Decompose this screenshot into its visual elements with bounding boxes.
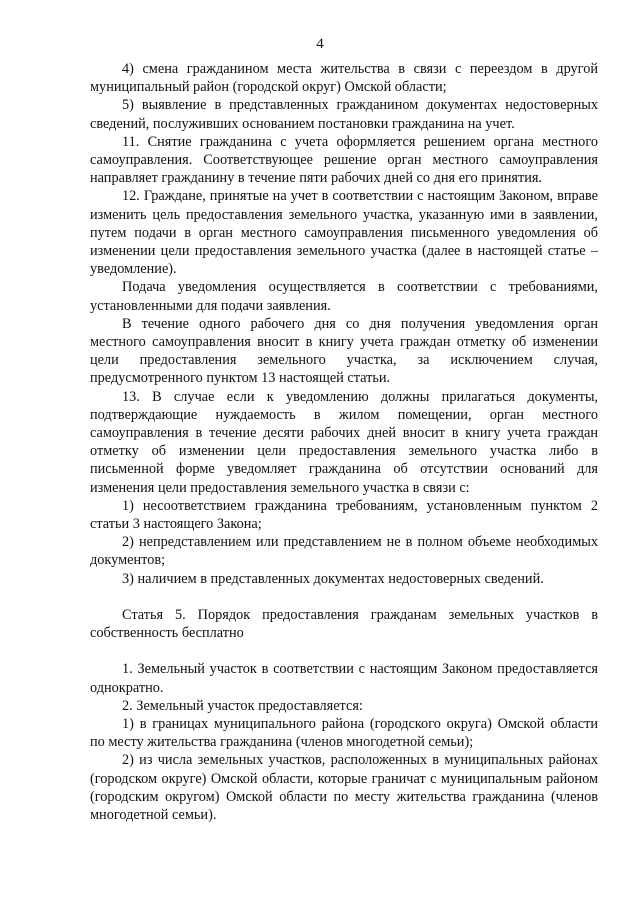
paragraph-reason-2: 2) непредставлением или представлением не в полном объеме необходимых документов; xyxy=(90,534,598,569)
paragraph-clause-11: 11. Снятие гражданина с учета оформляется решением органа местного самоуправления. Соответствующее решение орган местного самоуправления направляет гражданину в течение пяти рабочих дней со дня его принятия. xyxy=(90,133,598,187)
spacer xyxy=(90,588,598,606)
paragraph-notice-submission: Подача уведомления осуществляется в соответствии с требованиями, установленными для подачи заявления. xyxy=(90,279,598,314)
paragraph-item-4: 4) смена гражданином места жительства в связи с переездом в другой муниципальный район (городской округ) Омской области; xyxy=(90,61,598,96)
article-heading: Статья 5. Порядок предоставления гражданам земельных участков в собственность бесплатно xyxy=(90,606,598,642)
paragraph-reason-3: 3) наличием в представленных документах недостоверных сведений. xyxy=(122,570,544,587)
paragraph-clause-13: 13. В случае если к уведомлению должны прилагаться документы, подтверждающие нуждаемость в жилом помещении, орган местного самоуправления в течение десяти рабочих дней вносит в книгу учета граждан отметку об изменении цели предоставления земельного участка либо в письменной форме уведомляет гражданина об отсутствии оснований для изменения цели предоставления земельного участка в связи с: xyxy=(90,388,598,496)
paragraph-article5-clause-2: 2. Земельный участок предоставляется: xyxy=(122,697,363,714)
paragraph-article5-clause-1: 1. Земельный участок в соответствии с настоящим Законом предоставляется однократно. xyxy=(90,661,598,696)
paragraph-notice-processing: В течение одного рабочего дня со дня получения уведомления орган местного самоуправления вносит в книгу учета граждан отметку об изменении цели предоставления земельного участка, за исключением случая, предусмотренного пунктом 13 настоящей статьи. xyxy=(90,315,598,387)
paragraph-item-5: 5) выявление в представленных гражданином документах недостоверных сведений, послуживших основанием постановки гражданина на учет. xyxy=(90,97,598,132)
paragraph-article5-item-1: 1) в границах муниципального района (городского округа) Омской области по месту жительства гражданина (членов многодетной семьи); xyxy=(90,715,598,751)
paragraph-article5-item-2: 2) из числа земельных участков, расположенных в муниципальных районах (городском округе) Омской области, которые граничат с муниципальным районом (городским округом) Омской области по месту жительства гражданина (членов многодетной семьи). xyxy=(90,752,598,823)
paragraph-clause-12: 12. Граждане, принятые на учет в соответствии с настоящим Законом, вправе изменить цель предоставления земельного участка, указанную ими в заявлении, путем подачи в орган местного самоуправления письменного уведомления об изменении цели предоставления земельного участка (далее в настоящей статье – уведомление). xyxy=(90,188,598,278)
spacer xyxy=(90,642,598,660)
document-body xyxy=(90,60,598,824)
paragraph-reason-1: 1) несоответствием гражданина требованиям, установленным пунктом 2 статьи 3 настоящего Закона; xyxy=(90,497,598,533)
page-number: 4 xyxy=(316,36,324,52)
